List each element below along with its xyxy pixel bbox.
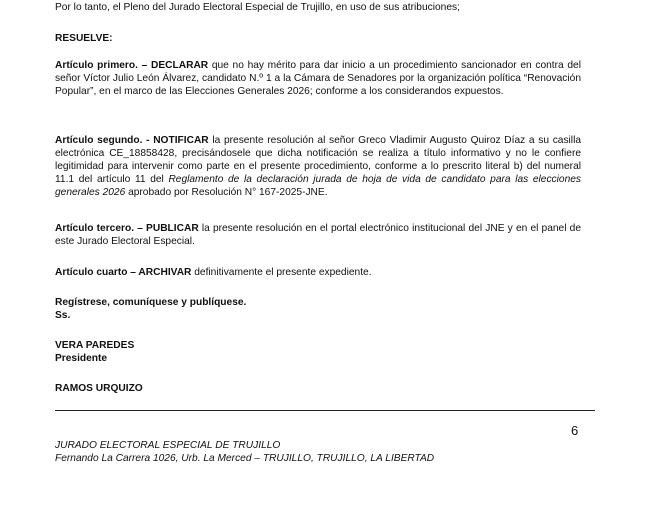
footer-institution: JURADO ELECTORAL ESPECIAL DE TRUJILLO [55, 440, 281, 451]
articulo-segundo-body-end: aprobado por Resolución N° 167-2025-JNE. [125, 187, 328, 198]
page-number: 6 [571, 423, 579, 438]
footer-address: Fernando La Carrera 1026, Urb. La Merced – TRUJILLO, TRUJILLO, LA LIBERTAD [55, 453, 435, 464]
closing-line: Regístrese, comuníquese y publíquese. [55, 297, 247, 308]
resuelve-heading: RESUELVE: [55, 33, 113, 44]
articulo-segundo [55, 134, 581, 199]
articulo-primero-heading: Artículo primero. – DECLARAR [55, 60, 209, 71]
footer-divider [55, 410, 595, 411]
signatory-role-1: Presidente [55, 353, 108, 364]
articulo-cuarto [55, 266, 581, 279]
articulo-segundo-heading: Artículo segundo. - NOTIFICAR [55, 135, 209, 146]
reglamento-title: Reglamento de la declaración jurada de hoja de vida de candidato para las elecciones generales 2026 [55, 174, 581, 198]
articulo-tercero-body: la presente resolución en el portal electrónico institucional del JNE y en el panel de este Jurado Electoral Especial. [55, 223, 581, 247]
articulo-primero-body: que no hay mérito para dar inicio a un procedimiento sancionador en contra del señor Víctor Julio León Álvarez, candidato N.º 1 a la Cámara de Senadores por la organización política “Renovación Popular”, en el marco de las Elecciones Generales 2026; conforme a los considerandos expuestos. [55, 60, 581, 97]
articulo-tercero [55, 222, 581, 248]
articulo-cuarto-body: definitivamente el presente expediente. [191, 267, 372, 278]
articulo-primero [55, 59, 581, 98]
ss-line: Ss. [55, 310, 71, 321]
articulo-cuarto-heading: Artículo cuarto – ARCHIVAR [55, 267, 192, 278]
articulo-tercero-heading: Artículo tercero. – PUBLICAR [55, 223, 199, 234]
signatory-name-2: RAMOS URQUIZO [55, 383, 143, 394]
signatory-name-1: VERA PAREDES [55, 340, 135, 351]
articulo-segundo-body: la presente resolución al señor Greco Vladimir Augusto Quiroz Díaz a su casilla electrónica CE_18858428, precisándosele que dicha notificación se realiza a título informativo y no le confiere legitimidad para intervenir como parte en el presente procedimiento, conforme a lo prescrito literal b) del numeral 11.1 del artículo 11 del [55, 135, 582, 185]
footer [55, 439, 434, 465]
intro-paragraph: Por lo tanto, el Pleno del Jurado Electoral Especial de Trujillo, en uso de sus atribuciones; [55, 2, 460, 13]
